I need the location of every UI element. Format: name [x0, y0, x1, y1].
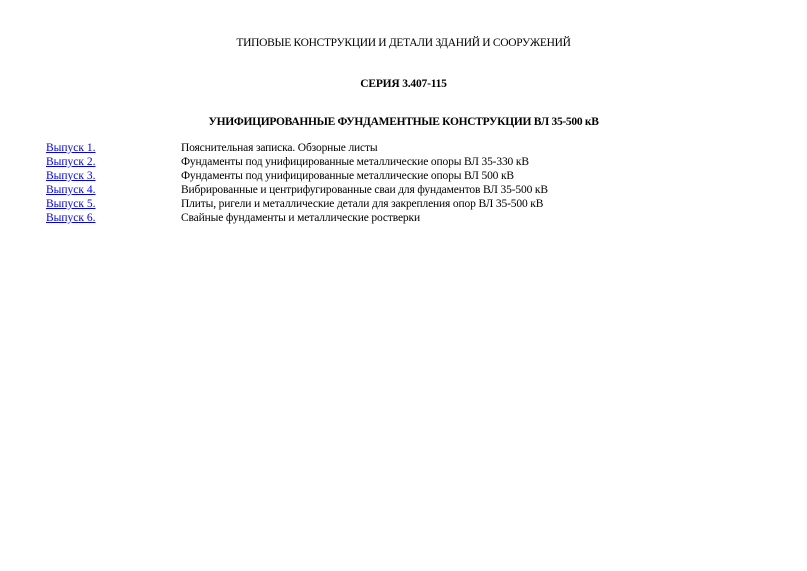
series-title: СЕРИЯ 3.407-115 — [360, 78, 447, 90]
issue-link-4[interactable]: Выпуск 4. — [46, 184, 96, 196]
issues-list — [46, 141, 766, 225]
issue-row-4 — [46, 183, 766, 197]
document-title: УНИФИЦИРОВАННЫЕ ФУНДАМЕНТНЫЕ КОНСТРУКЦИИ ВЛ 35-500 кВ — [208, 116, 599, 128]
issue-link-2[interactable]: Выпуск 2. — [46, 156, 96, 168]
issue-description-6: Свайные фундаменты и металлические ростверки — [181, 212, 420, 224]
issue-link-3[interactable]: Выпуск 3. — [46, 170, 96, 182]
issue-description-2: Фундаменты под унифицированные металлические опоры ВЛ 35-330 кВ — [181, 156, 529, 168]
issue-link-5[interactable]: Выпуск 5. — [46, 198, 96, 210]
issue-description-3: Фундаменты под унифицированные металлические опоры ВЛ 500 кВ — [181, 170, 514, 182]
issue-description-1: Пояснительная записка. Обзорные листы — [181, 142, 378, 154]
issue-description-4: Вибрированные и центрифугированные сваи для фундаментов ВЛ 35-500 кВ — [181, 184, 548, 196]
main-title: ТИПОВЫЕ КОНСТРУКЦИИ И ДЕТАЛИ ЗДАНИЙ И СООРУЖЕНИЙ — [236, 37, 571, 49]
issue-link-1[interactable]: Выпуск 1. — [46, 142, 96, 154]
issue-description-5: Плиты, ригели и металлические детали для закрепления опор ВЛ 35-500 кВ — [181, 198, 544, 210]
issue-link-6[interactable]: Выпуск 6. — [46, 212, 96, 224]
issue-row-3 — [46, 169, 766, 183]
issue-row-1 — [46, 141, 766, 155]
issue-row-2 — [46, 155, 766, 169]
issue-row-6 — [46, 211, 766, 225]
issue-row-5 — [46, 197, 766, 211]
